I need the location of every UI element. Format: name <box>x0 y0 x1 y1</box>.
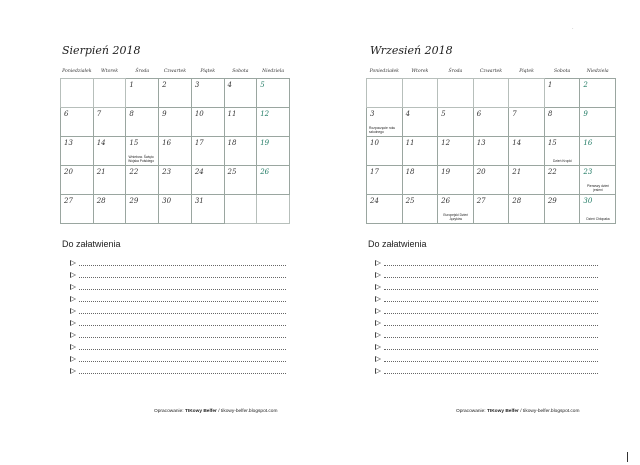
day-number: 18 <box>227 139 237 147</box>
triangle-bullet-icon <box>70 368 76 374</box>
calendar-day-cell <box>509 195 545 224</box>
calendar-day-cell <box>93 137 126 166</box>
day-number: 13 <box>476 139 486 147</box>
weekday-label: Środa <box>448 69 463 74</box>
day-number: 25 <box>227 168 237 176</box>
todo-list-august <box>70 258 286 378</box>
todo-item <box>375 366 598 378</box>
calendar-day-cell <box>580 195 616 224</box>
triangle-bullet-icon <box>70 356 76 362</box>
calendar-day-cell <box>438 108 474 137</box>
calendar-day-cell <box>544 108 580 137</box>
calendar-day-cell <box>438 195 474 224</box>
day-number: 3 <box>370 110 375 118</box>
calendar-day-cell <box>580 79 616 108</box>
calendar-day-cell <box>544 137 580 166</box>
day-event-note: Europejski Dzień Języków <box>443 212 469 221</box>
calendar-day-cell <box>402 79 438 108</box>
weekday-label: Sobota <box>553 69 571 74</box>
day-number: 21 <box>96 168 106 176</box>
footer-credit <box>154 409 277 414</box>
day-number: 14 <box>512 139 522 147</box>
weekday-label: Czwartek <box>163 69 187 74</box>
calendar-day-cell <box>367 195 403 224</box>
triangle-bullet-icon <box>375 284 381 290</box>
day-event-note: Dzień Kropki <box>553 158 572 163</box>
todo-item <box>375 306 598 318</box>
calendar-day-cell <box>61 79 94 108</box>
day-number: 16 <box>162 139 172 147</box>
weekday-label: Poniedziałek <box>369 69 399 74</box>
dotted-writing-line <box>79 301 286 302</box>
todo-item <box>375 294 598 306</box>
day-number: 31 <box>194 197 204 205</box>
september-page <box>320 0 640 465</box>
triangle-bullet-icon <box>70 284 76 290</box>
todo-item <box>70 306 286 318</box>
dotted-writing-line <box>384 301 598 302</box>
calendar-day-cell <box>580 108 616 137</box>
day-number: 24 <box>194 168 204 176</box>
day-number: 30 <box>162 197 172 205</box>
calendar-day-cell <box>191 79 224 108</box>
triangle-bullet-icon <box>375 320 381 326</box>
weekday-label: Niedziela <box>262 69 285 74</box>
calendar-day-cell <box>544 195 580 224</box>
day-number: 4 <box>227 81 232 89</box>
day-number: 5 <box>441 110 446 118</box>
calendar-day-cell <box>61 137 94 166</box>
footer-suffix: / tikowy-belfer.blogspot.com <box>518 409 580 414</box>
day-number: 25 <box>405 197 415 205</box>
calendar-august <box>60 65 290 224</box>
scan-mark <box>627 452 628 462</box>
weekday-header-row <box>61 65 290 79</box>
todo-item <box>375 270 598 282</box>
day-number: 6 <box>476 110 482 118</box>
day-number: 10 <box>370 139 379 147</box>
triangle-bullet-icon <box>70 308 76 314</box>
day-number: 15 <box>129 139 139 147</box>
dotted-writing-line <box>79 361 286 362</box>
month-title-august: Sierpień 2018 <box>62 44 141 57</box>
weekday-header-row <box>367 65 616 79</box>
dotted-writing-line <box>384 325 598 326</box>
todo-item <box>70 354 286 366</box>
calendar-day-cell <box>367 166 403 195</box>
calendar-day-cell <box>367 137 403 166</box>
day-number: 12 <box>260 110 270 118</box>
footer-author: TIKowy Belfer <box>486 409 519 414</box>
day-event-note: Pierwszy dzień jesieni <box>587 183 609 192</box>
weekday-label: Wtorek <box>101 69 119 74</box>
todo-list-september <box>375 258 598 378</box>
calendar-day-cell <box>224 108 257 137</box>
calendar-day-cell <box>93 108 126 137</box>
calendar-day-cell <box>438 166 474 195</box>
day-number: 10 <box>194 110 204 118</box>
todo-item <box>70 282 286 294</box>
triangle-bullet-icon <box>375 368 381 374</box>
day-number: 22 <box>547 168 557 176</box>
calendar-week-row <box>61 195 290 224</box>
day-number: 17 <box>370 168 379 176</box>
scan-mark: · <box>572 26 574 32</box>
calendar-day-cell <box>61 166 94 195</box>
dotted-writing-line <box>79 313 286 314</box>
day-number: 20 <box>476 168 486 176</box>
triangle-bullet-icon <box>70 320 76 326</box>
calendar-day-cell <box>544 79 580 108</box>
day-event-note: Wniebow. Święto Wojska Polskiego <box>128 154 155 163</box>
calendar-day-cell <box>402 166 438 195</box>
day-number: 7 <box>96 110 102 118</box>
calendar-week-row <box>367 137 616 166</box>
dotted-writing-line <box>384 265 598 266</box>
day-number: 11 <box>227 110 237 118</box>
dotted-writing-line <box>79 277 286 278</box>
day-number: 19 <box>441 168 451 176</box>
calendar-week-row <box>61 79 290 108</box>
triangle-bullet-icon <box>70 272 76 278</box>
calendar-day-cell <box>191 137 224 166</box>
calendar-day-cell <box>402 195 438 224</box>
day-number: 14 <box>96 139 106 147</box>
day-number: 1 <box>129 81 134 89</box>
todo-item <box>375 318 598 330</box>
triangle-bullet-icon <box>375 272 381 278</box>
day-event-note: Rozpoczęcie roku szkolnego <box>369 125 396 134</box>
day-number: 13 <box>64 139 73 147</box>
day-number: 3 <box>194 81 200 89</box>
triangle-bullet-icon <box>70 332 76 338</box>
dotted-writing-line <box>79 337 286 338</box>
todo-item <box>375 258 598 270</box>
calendar-day-cell <box>224 137 257 166</box>
dotted-writing-line <box>79 325 286 326</box>
triangle-bullet-icon <box>375 332 381 338</box>
calendar-day-cell <box>93 166 126 195</box>
calendar-day-cell <box>257 195 290 224</box>
calendar-day-cell <box>61 108 94 137</box>
day-number: 24 <box>370 197 379 205</box>
calendar-day-cell <box>191 166 224 195</box>
day-number: 22 <box>129 168 139 176</box>
todo-item <box>70 270 286 282</box>
dotted-writing-line <box>79 265 286 266</box>
calendar-week-row <box>61 137 290 166</box>
calendar-day-cell <box>159 166 192 195</box>
day-number: 23 <box>583 168 593 176</box>
footer-prefix: Opracowanie: <box>154 409 185 414</box>
weekday-label: Sobota <box>232 69 249 74</box>
dotted-writing-line <box>384 373 598 374</box>
dotted-writing-line <box>384 361 598 362</box>
calendar-day-cell <box>224 195 257 224</box>
dotted-writing-line <box>384 277 598 278</box>
calendar-day-cell <box>61 195 94 224</box>
footer-prefix: Opracowanie: <box>456 409 487 414</box>
todo-item <box>70 258 286 270</box>
calendar-day-cell <box>257 137 290 166</box>
dotted-writing-line <box>384 313 598 314</box>
triangle-bullet-icon <box>375 344 381 350</box>
day-number: 15 <box>547 139 557 147</box>
day-number: 7 <box>512 110 517 118</box>
calendar-day-cell <box>126 79 159 108</box>
weekday-label: Piątek <box>519 69 534 74</box>
day-number: 19 <box>260 139 270 147</box>
day-number: 27 <box>64 197 73 205</box>
calendar-day-cell <box>224 79 257 108</box>
calendar-day-cell <box>159 79 192 108</box>
day-number: 30 <box>583 197 593 205</box>
day-number: 28 <box>96 197 106 205</box>
calendar-day-cell <box>93 79 126 108</box>
calendar-day-cell <box>473 108 509 137</box>
calendar-day-cell <box>159 108 192 137</box>
day-number: 17 <box>194 139 204 147</box>
calendar-september <box>366 65 616 224</box>
calendar-day-cell <box>473 195 509 224</box>
calendar-day-cell <box>580 137 616 166</box>
footer-suffix: / tikowy-belfer.blogspot.com <box>216 409 278 414</box>
todo-item <box>375 282 598 294</box>
weekday-label: Niedziela <box>586 69 609 74</box>
day-number: 21 <box>512 168 522 176</box>
calendar-week-row <box>367 108 616 137</box>
day-number: 18 <box>405 168 415 176</box>
day-event-note: Dzień Chłopaka <box>586 216 610 221</box>
calendar-day-cell <box>402 108 438 137</box>
triangle-bullet-icon <box>70 296 76 302</box>
calendar-week-row <box>61 166 290 195</box>
calendar-day-cell <box>509 137 545 166</box>
footer-credit <box>456 409 579 414</box>
todo-item <box>70 318 286 330</box>
day-number: 6 <box>64 110 69 118</box>
calendar-day-cell <box>367 108 403 137</box>
todo-item <box>70 330 286 342</box>
day-number: 9 <box>162 110 167 118</box>
calendar-day-cell <box>509 166 545 195</box>
weekday-label: Piątek <box>200 69 215 74</box>
triangle-bullet-icon <box>375 260 381 266</box>
day-number: 2 <box>583 81 588 89</box>
day-number: 26 <box>260 168 270 176</box>
calendar-day-cell <box>126 137 159 166</box>
todo-item <box>70 366 286 378</box>
dotted-writing-line <box>79 349 286 350</box>
todo-item <box>70 342 286 354</box>
calendar-day-cell <box>224 166 257 195</box>
calendar-day-cell <box>257 108 290 137</box>
day-number: 20 <box>64 168 73 176</box>
triangle-bullet-icon <box>70 260 76 266</box>
calendar-week-row <box>367 195 616 224</box>
todo-item <box>70 294 286 306</box>
calendar-day-cell <box>473 137 509 166</box>
weekday-label: Środa <box>135 69 150 74</box>
calendar-day-cell <box>580 166 616 195</box>
calendar-day-cell <box>544 166 580 195</box>
day-number: 11 <box>405 139 415 147</box>
day-number: 8 <box>129 110 134 118</box>
day-number: 16 <box>583 139 593 147</box>
calendar-day-cell <box>402 137 438 166</box>
calendar-day-cell <box>438 137 474 166</box>
todo-title: Do załatwienia <box>62 239 121 249</box>
dotted-writing-line <box>79 373 286 374</box>
calendar-week-row <box>367 166 616 195</box>
triangle-bullet-icon <box>375 356 381 362</box>
triangle-bullet-icon <box>70 344 76 350</box>
calendar-day-cell <box>159 195 192 224</box>
day-number: 23 <box>162 168 172 176</box>
day-number: 28 <box>512 197 522 205</box>
todo-item <box>375 330 598 342</box>
todo-item <box>375 342 598 354</box>
calendar-day-cell <box>126 108 159 137</box>
calendar-day-cell <box>191 108 224 137</box>
calendar-day-cell <box>93 195 126 224</box>
weekday-label: Wtorek <box>411 69 429 74</box>
dotted-writing-line <box>79 289 286 290</box>
calendar-day-cell <box>509 79 545 108</box>
calendar-day-cell <box>191 195 224 224</box>
todo-title: Do załatwienia <box>368 239 427 249</box>
day-number: 1 <box>547 81 553 89</box>
calendar-day-cell <box>438 79 474 108</box>
calendar-day-cell <box>367 79 403 108</box>
weekday-label: Poniedziałek <box>62 69 92 74</box>
day-number: 5 <box>260 81 265 89</box>
dotted-writing-line <box>384 337 598 338</box>
calendar-day-cell <box>509 108 545 137</box>
day-number: 9 <box>583 110 588 118</box>
todo-item <box>375 354 598 366</box>
triangle-bullet-icon <box>375 308 381 314</box>
calendar-day-cell <box>257 79 290 108</box>
calendar-day-cell <box>126 195 159 224</box>
day-number: 26 <box>441 197 451 205</box>
footer-author: TIKowy Belfer <box>184 409 217 414</box>
weekday-label: Czwartek <box>479 69 503 74</box>
calendar-week-row <box>367 79 616 108</box>
triangle-bullet-icon <box>375 296 381 302</box>
day-number: 8 <box>547 110 553 118</box>
day-number: 27 <box>476 197 486 205</box>
calendar-week-row <box>61 108 290 137</box>
day-number: 2 <box>162 81 167 89</box>
day-number: 29 <box>129 197 139 205</box>
day-number: 4 <box>405 110 411 118</box>
calendar-day-cell <box>126 166 159 195</box>
calendar-day-cell <box>159 137 192 166</box>
dotted-writing-line <box>384 289 598 290</box>
calendar-day-cell <box>473 79 509 108</box>
month-title-september: Wrzesień 2018 <box>370 44 453 57</box>
calendar-day-cell <box>257 166 290 195</box>
dotted-writing-line <box>384 349 598 350</box>
calendar-day-cell <box>473 166 509 195</box>
day-number: 12 <box>441 139 451 147</box>
day-number: 29 <box>547 197 557 205</box>
